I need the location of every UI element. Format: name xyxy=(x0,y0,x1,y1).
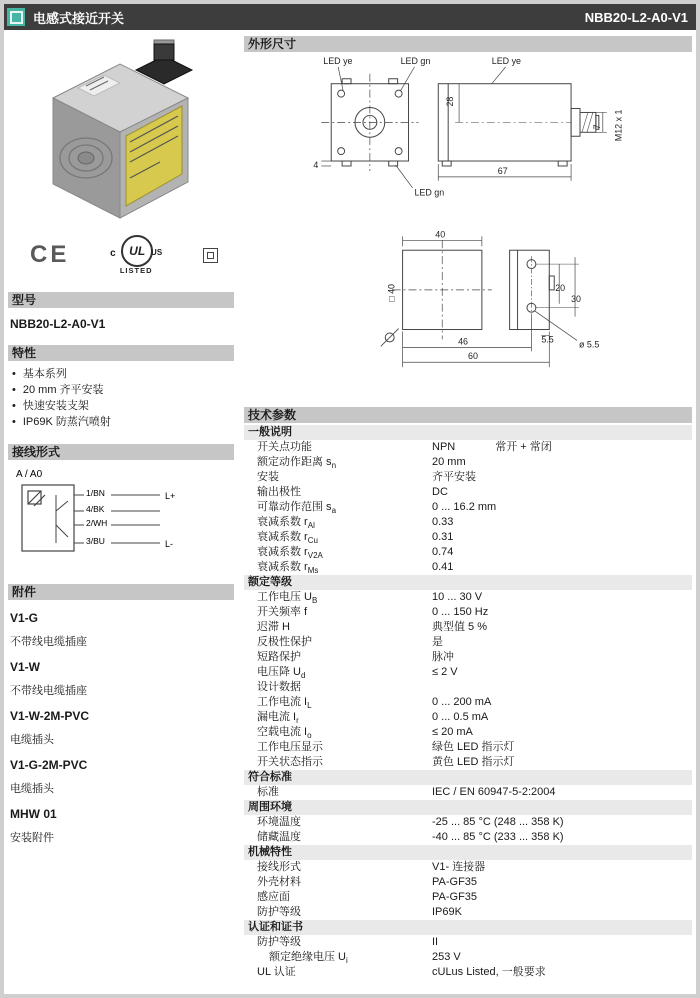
tech-value: 是 xyxy=(432,636,443,648)
wiring-diagram xyxy=(8,465,234,570)
tech-value: 0 ... 150 Hz xyxy=(432,606,489,618)
tech-section-header: 周围环境 xyxy=(244,800,692,815)
part-number: NBB20-L2-A0-V1 xyxy=(584,9,688,25)
svg-text:1/BN: 1/BN xyxy=(86,488,105,498)
tech-value: 黄色 LED 指示灯 xyxy=(432,756,515,768)
tech-row xyxy=(244,725,692,740)
tech-value: 0.41 xyxy=(432,561,454,573)
dim-label: 40 xyxy=(435,229,446,240)
page-title: 电感式接近开关 xyxy=(33,10,125,26)
tech-label: 可靠动作范围 $s_a$ xyxy=(257,501,337,515)
dim-label: 28 xyxy=(445,96,456,107)
tech-row xyxy=(244,740,692,755)
tech-row xyxy=(244,515,692,530)
model-value: NBB20-L2-A0-V1 xyxy=(10,317,106,331)
svg-text:L-: L- xyxy=(165,539,174,549)
tech-value: ≤ 2 V xyxy=(432,666,458,678)
dim-label: M12 x 1 xyxy=(613,109,624,142)
tech-label: 工作电压显示 xyxy=(257,741,323,753)
tech-label: 工作电流 $I_L$ xyxy=(257,696,312,710)
tech-table xyxy=(244,425,692,980)
tech-value: 绿色 LED 指示灯 xyxy=(432,741,515,753)
tech-label: 接线形式 xyxy=(257,861,301,873)
tech-section-header: 一般说明 xyxy=(244,425,692,440)
tech-row xyxy=(244,935,692,950)
tech-label: 输出极性 xyxy=(257,486,301,498)
tech-row xyxy=(244,650,692,665)
dim-label: 67 xyxy=(497,165,508,176)
tech-label: 防护等级 xyxy=(257,936,301,948)
tech-label: 开关点功能 xyxy=(257,441,312,453)
tech-value: 253 V xyxy=(432,951,461,963)
tech-section-header: 额定等级 xyxy=(244,575,692,590)
dim-label: ø 5.5 xyxy=(579,339,600,350)
tech-label: 防护等级 xyxy=(257,906,301,918)
tech-label: 外壳材料 xyxy=(257,876,301,888)
dim-label: LED gn xyxy=(414,187,445,198)
section-header-features: 特性 xyxy=(8,345,234,361)
dim-label: 30 xyxy=(571,293,582,304)
tech-row xyxy=(244,500,692,515)
tech-value: 典型值 5 % xyxy=(432,621,488,633)
tech-value: 20 mm xyxy=(432,456,466,468)
accessory-name: V1-W-2M-PVC xyxy=(10,709,90,723)
tech-value: PA-GF35 xyxy=(432,891,478,903)
accessory-desc: 不带线电缆插座 xyxy=(10,636,87,648)
accessory-name: V1-G-2M-PVC xyxy=(10,758,88,772)
accessory-name: V1-W xyxy=(10,660,40,674)
tech-label: UL 认证 xyxy=(257,966,296,978)
tech-value: 齐平安装 xyxy=(432,471,476,483)
accessory-desc: 电缆插头 xyxy=(10,734,54,746)
tech-section-header: 符合标准 xyxy=(244,770,692,785)
tech-section-header: 机械特性 xyxy=(244,845,692,860)
tech-row xyxy=(244,710,692,725)
tech-value: 0.74 xyxy=(432,546,454,558)
tech-row xyxy=(244,950,692,965)
tech-label: 开关状态指示 xyxy=(257,756,323,768)
accessory-desc: 安装附件 xyxy=(10,832,54,844)
tech-label: 额定动作距离 $s_n$ xyxy=(257,456,337,470)
dim-label: 20 xyxy=(555,282,566,293)
feature-item: • 20 mm 齐平安装 xyxy=(12,382,234,398)
tech-value: 0 ... 0.5 mA xyxy=(432,711,489,723)
dim-label: LED ye xyxy=(491,55,522,66)
tech-label: 工作电压 $U_B$ xyxy=(257,591,318,605)
feature-item: • 基本系列 xyxy=(12,366,234,382)
dim-label: 7 xyxy=(591,124,602,130)
tech-value: 脉冲 xyxy=(432,651,454,663)
header-bar xyxy=(4,4,696,30)
tech-row xyxy=(244,635,692,650)
tech-label: 衰减系数 $r_{V2A}$ xyxy=(257,546,323,560)
tech-value: -25 ... 85 °C (248 ... 358 K) xyxy=(432,816,564,828)
tech-row xyxy=(244,665,692,680)
svg-text:L+: L+ xyxy=(165,491,176,501)
tech-label: 空载电流 $I_o$ xyxy=(257,726,312,740)
tech-row xyxy=(244,485,692,500)
tech-row xyxy=(244,590,692,605)
tech-label: 额定绝缘电压 $U_i$ xyxy=(269,951,348,965)
tech-value: NPN 常开 + 常闭 xyxy=(432,441,552,453)
tech-label: 电压降 $U_d$ xyxy=(257,666,306,680)
tech-value: PA-GF35 xyxy=(432,876,478,888)
dim-label: 46 xyxy=(458,336,469,347)
dim-label: LED gn xyxy=(400,55,431,66)
tech-row xyxy=(244,830,692,845)
tech-row xyxy=(244,860,692,875)
tech-row xyxy=(244,605,692,620)
tech-label: 开关频率 f xyxy=(257,606,308,618)
protection-class-ii-icon xyxy=(203,248,218,263)
tech-section-header: 认证和证书 xyxy=(244,920,692,935)
tech-label: 衰减系数 $r_{Ms}$ xyxy=(257,561,319,575)
tech-row xyxy=(244,440,692,455)
tech-value: 0 ... 16.2 mm xyxy=(432,501,497,513)
tech-label: 设计数据 xyxy=(257,681,301,693)
tech-label: 环境温度 xyxy=(257,816,301,828)
tech-label: 短路保护 xyxy=(257,651,301,663)
feature-list xyxy=(8,366,234,430)
accessory-desc: 不带线电缆插座 xyxy=(10,685,87,697)
tech-value: ≤ 20 mA xyxy=(432,726,473,738)
tech-value xyxy=(432,680,692,695)
tech-label: 储藏温度 xyxy=(257,831,301,843)
tech-row xyxy=(244,695,692,710)
tech-row xyxy=(244,965,692,980)
dim-label: □ 40 xyxy=(386,284,397,302)
tech-label: 漏电流 $I_r$ xyxy=(257,711,299,725)
tech-label: 衰减系数 $r_{Cu}$ xyxy=(257,531,318,545)
tech-row xyxy=(244,785,692,800)
ce-mark-icon: CE xyxy=(30,241,70,268)
tech-row xyxy=(244,680,692,695)
dim-label: LED ye xyxy=(323,55,353,66)
svg-text:2/WH: 2/WH xyxy=(86,518,108,528)
tech-value: V1- 连接器 xyxy=(432,861,486,873)
feature-item: • IP69K 防蒸汽喷射 xyxy=(12,414,234,430)
dim-label: 4 xyxy=(313,159,319,170)
tech-row xyxy=(244,620,692,635)
tech-label: 衰减系数 $r_{Al}$ xyxy=(257,516,315,530)
tech-value: cULus Listed, 一般要求 xyxy=(432,966,546,978)
accessory-name: MHW 01 xyxy=(10,807,57,821)
section-header-accessories: 附件 xyxy=(8,584,234,600)
tech-value: 0.33 xyxy=(432,516,454,528)
tech-row xyxy=(244,875,692,890)
dim-label: 60 xyxy=(468,351,478,362)
accessory-list xyxy=(8,611,234,845)
tech-label: 反极性保护 xyxy=(257,636,312,648)
tech-label: 标准 xyxy=(257,786,279,798)
accessory-desc: 电缆插头 xyxy=(10,783,54,795)
product-photo xyxy=(8,36,234,232)
brand-logo-icon xyxy=(7,8,25,26)
tech-row xyxy=(244,530,692,545)
tech-value: DC xyxy=(432,486,448,498)
section-header-model: 型号 xyxy=(8,292,234,308)
certification-marks xyxy=(8,232,234,278)
ul-listed-icon: c UL US LISTED xyxy=(110,234,162,276)
tech-row xyxy=(244,560,692,575)
tech-row xyxy=(244,455,692,470)
tech-value: 0.31 xyxy=(432,531,454,543)
dim-label: 5.5 xyxy=(541,334,554,345)
tech-label: 安装 xyxy=(257,471,279,483)
tech-value: 0 ... 200 mA xyxy=(432,696,492,708)
tech-row xyxy=(244,890,692,905)
tech-value: IEC / EN 60947-5-2:2004 xyxy=(432,786,556,798)
feature-item: • 快速安装支架 xyxy=(12,398,234,414)
section-header-connection: 接线形式 xyxy=(8,444,234,460)
tech-label: 迟滞 H xyxy=(257,621,290,633)
svg-text:3/BU: 3/BU xyxy=(86,536,105,546)
tech-row xyxy=(244,905,692,920)
svg-text:A / A0: A / A0 xyxy=(16,469,43,480)
tech-value: 10 ... 30 V xyxy=(432,591,483,603)
tech-value: -40 ... 85 °C (233 ... 358 K) xyxy=(432,831,564,843)
svg-text:4/BK: 4/BK xyxy=(86,504,105,514)
tech-row xyxy=(244,755,692,770)
tech-row xyxy=(244,815,692,830)
tech-value: IP69K xyxy=(432,906,462,918)
tech-row xyxy=(244,470,692,485)
tech-row xyxy=(244,545,692,560)
datasheet-page xyxy=(4,4,696,994)
tech-value: II xyxy=(432,936,439,948)
section-header-dimensions: 外形尺寸 xyxy=(244,36,692,52)
dimension-drawing xyxy=(244,52,692,404)
tech-label: 感应面 xyxy=(257,891,290,903)
accessory-name: V1-G xyxy=(10,611,39,625)
section-header-tech: 技术参数 xyxy=(244,407,692,423)
